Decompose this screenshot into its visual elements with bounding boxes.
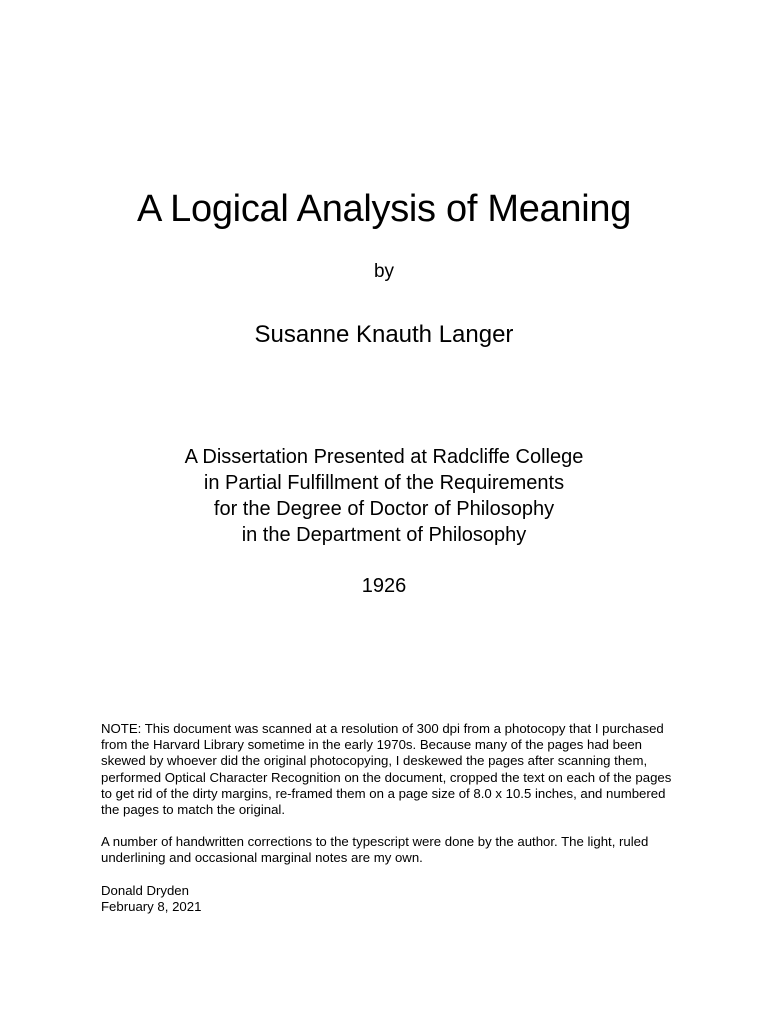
signature-block: [101, 883, 701, 915]
dissertation-line: A Dissertation Presented at Radcliffe College: [184, 446, 584, 468]
note-line: the pages to match the original.: [101, 802, 286, 818]
dissertation-line: for the Degree of Doctor of Philosophy: [213, 498, 555, 520]
note-line: to get rid of the dirty margins, re-framed them on a page size of 8.0 x 10.5 inches, and numbered: [101, 785, 666, 801]
note-line: from the Harvard Library sometime in the early 1970s. Because many of the pages had been: [101, 737, 642, 753]
dissertation-year: 1926: [361, 575, 407, 597]
signature-date: February 8, 2021: [101, 898, 202, 914]
corrections-note: [101, 834, 701, 866]
note-line: underlining and occasional marginal notes are my own.: [101, 850, 423, 866]
by-line: by: [373, 261, 395, 282]
document-title: A Logical Analysis of Meaning: [136, 188, 632, 230]
dissertation-line: in Partial Fulfillment of the Requirements: [203, 472, 565, 494]
note-line: NOTE: This document was scanned at a resolution of 300 dpi from a photocopy that I purchased: [101, 721, 664, 736]
signature-name: Donald Dryden: [101, 882, 189, 898]
author-name: Susanne Knauth Langer: [254, 321, 514, 348]
dissertation-line: in the Department of Philosophy: [241, 524, 527, 546]
scan-note-section: [101, 721, 701, 915]
note-line: A number of handwritten corrections to the typescript were done by the author. The light, ruled: [101, 834, 649, 850]
note-line: skewed by whoever did the original photocopying, I deskewed the pages after scanning them,: [101, 753, 648, 769]
scan-note: [101, 721, 701, 818]
dissertation-statement: [0, 444, 768, 548]
note-line: performed Optical Character Recognition on the document, cropped the text on each of the pages: [101, 769, 672, 785]
